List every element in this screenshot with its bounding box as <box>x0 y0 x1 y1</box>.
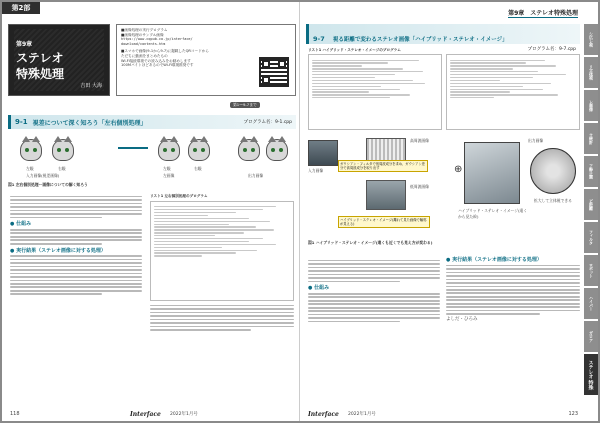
code-listing-right-1 <box>308 54 442 130</box>
side-tab-8[interactable]: ロボット <box>584 255 598 287</box>
subhead-result: ● 実行結果（ステレオ画像に対する処理） <box>10 247 106 254</box>
output-image-thumb <box>464 142 520 204</box>
bullet-1: ■画像処理の実行プログラム <box>121 28 168 32</box>
code-listing-right-2 <box>446 54 580 130</box>
right-body-column-2 <box>446 258 580 323</box>
side-tab-3[interactable]: レ画像 <box>584 90 598 122</box>
annotation-top: ガウシアン・フィルタで低周波成分を求め、ガウシアン差分で高周波成分を取り出す <box>338 160 428 172</box>
magazine-spread <box>2 2 598 421</box>
fig-label-lowpass: 低周波画像 <box>410 184 429 189</box>
arrow-icon <box>118 147 148 149</box>
fig-label-right-eye: 右眼 <box>58 166 66 171</box>
cat-output-left <box>158 139 180 161</box>
bullet-6: ただちに動画をまとめたもの <box>121 53 168 58</box>
cat-output-right <box>188 139 210 161</box>
side-tab-10[interactable]: ガロア <box>584 321 598 353</box>
magazine-name-left: Interface <box>130 411 161 418</box>
issue-right: 2022年1月号 <box>348 412 376 417</box>
bullet-7: Wi-Fi接続環境での読み込みをお勧めします <box>121 58 191 63</box>
section-heading <box>8 115 296 129</box>
figure-hybrid-stereo <box>308 134 580 252</box>
fig-label-right-eye-2: 右眼 <box>194 166 202 171</box>
left-listing-column <box>150 194 294 332</box>
side-tab-2[interactable]: リ立体視 <box>584 57 598 89</box>
download-url-2[interactable]: download/contents.htm <box>121 41 166 46</box>
cat-output-merged <box>238 139 260 161</box>
section-number: 9-1 <box>15 118 28 126</box>
fig-label-input-right: 入力画像 <box>308 168 324 173</box>
header-chapter: 第9章 ステレオ特殊処理 <box>508 10 578 17</box>
left-page <box>2 2 300 421</box>
chapter-title-box <box>8 24 110 96</box>
side-tab-1[interactable]: シ広レ視 <box>584 24 598 56</box>
input-image-thumb <box>308 140 338 166</box>
section-program: プログラム名：9-1.cpp <box>243 120 292 125</box>
bullet-5: ■スマホで画像(9-1から9-7)に掲載したQRコードから <box>121 49 209 54</box>
fig-label-output-right: 出力画像 <box>528 138 544 143</box>
fig-label-output: 出力画像 <box>248 173 264 178</box>
annotation-bottom: ハイブリッド・ステレオ・イメージ(離れて見た画像で輪郭が見える) <box>338 216 430 228</box>
fig-label-hybrid: ハイブリッド・ステレオ・イメージ(遠くから見た絵) <box>458 208 528 219</box>
part-label: 第2部 <box>2 2 40 14</box>
cat-output-merged-2 <box>266 139 288 161</box>
fig-label-highpass: 高周波画像 <box>410 138 429 143</box>
right-body-column-1 <box>308 258 440 324</box>
left-body-column-1 <box>10 194 142 297</box>
chapter-label: 第9章 <box>16 41 33 48</box>
cat-left-eye-image <box>20 139 42 161</box>
plus-icon: ⊕ <box>454 164 463 175</box>
bullet-2: ■画像処理のサンプル画像 <box>121 32 164 37</box>
magazine-name-right: Interface <box>308 411 339 418</box>
side-tab-6[interactable]: ビ距離 <box>584 189 598 221</box>
listing-1-caption: リスト1 左右個別処理のプログラム <box>150 194 208 198</box>
subhead-result-right: ● 実行結果（ステレオ画像に対する処理） <box>446 257 542 263</box>
fig-label-left-image: 左画像 <box>163 173 175 178</box>
chapter-title-line2: 特殊処理 <box>16 67 65 81</box>
listing-right-caption: リスト1 ハイブリッド・ステレオ・イメージのプログラム <box>308 48 401 52</box>
section-title-right: 視る距離で変わるステレオ画像「ハイブリッド・ステレオ・イメージ」 <box>332 37 508 43</box>
figure-right-caption: 図1 ハイブリッド・ステレオ・イメージ(遠くも近くでも見え方が変わる) <box>308 240 433 245</box>
side-tabs <box>584 24 598 396</box>
author-name: 吉田 大海 <box>80 83 102 89</box>
figure-1 <box>8 133 296 189</box>
section-program-right: プログラム名：9-7.cpp <box>527 47 576 52</box>
lowpass-image-thumb <box>366 180 406 210</box>
fig-label-left-eye-2: 左眼 <box>163 166 171 171</box>
fig-label-left-eye: 左眼 <box>26 166 34 171</box>
bullet-8: 100MバイトほどあるのでWi-Fi環境推奨です <box>121 63 194 68</box>
side-tab-9[interactable]: ハイパー <box>584 288 598 320</box>
page-number-left: 118 <box>10 411 20 417</box>
section-title: 視差について深く知ろう「左右個別処理」 <box>32 119 147 127</box>
download-url-1[interactable]: https://www.cqpub.co.jp/interface/ <box>121 37 193 42</box>
subhead-mechanism-right: ● 仕組み <box>308 285 330 292</box>
author-signature: よしだ・ひろみ <box>446 316 478 322</box>
page-number-right: 123 <box>568 411 578 417</box>
figure-1-caption: 図1 左右個別処理ー画像についての解く知ろう <box>8 182 88 187</box>
side-tab-7[interactable]: フィルタ <box>584 222 598 254</box>
right-page <box>300 2 598 421</box>
download-info-box <box>116 24 296 96</box>
issue-left: 2022年1月号 <box>170 412 198 417</box>
section-number-right: 9-7 <box>313 35 325 43</box>
code-listing-1 <box>150 201 294 301</box>
qr-code-icon[interactable] <box>259 57 289 87</box>
magnified-circle <box>530 148 576 194</box>
chapter-title-line1: ステレオ <box>16 51 64 65</box>
qr-label: 第1〜9-7まで <box>230 102 260 108</box>
side-tab-active[interactable]: ステレオ 特殊 <box>584 354 598 396</box>
side-tab-5[interactable]: ア静止画 <box>584 156 598 188</box>
cat-right-eye-image <box>52 139 74 161</box>
fig-label-input: 入力画像(視差画像) <box>26 173 60 178</box>
side-tab-4[interactable]: ウ統計 <box>584 123 598 155</box>
fig-label-magnify: 拡大して立体視できる <box>534 198 572 203</box>
subhead-mechanism: ● 仕組み <box>10 221 32 228</box>
